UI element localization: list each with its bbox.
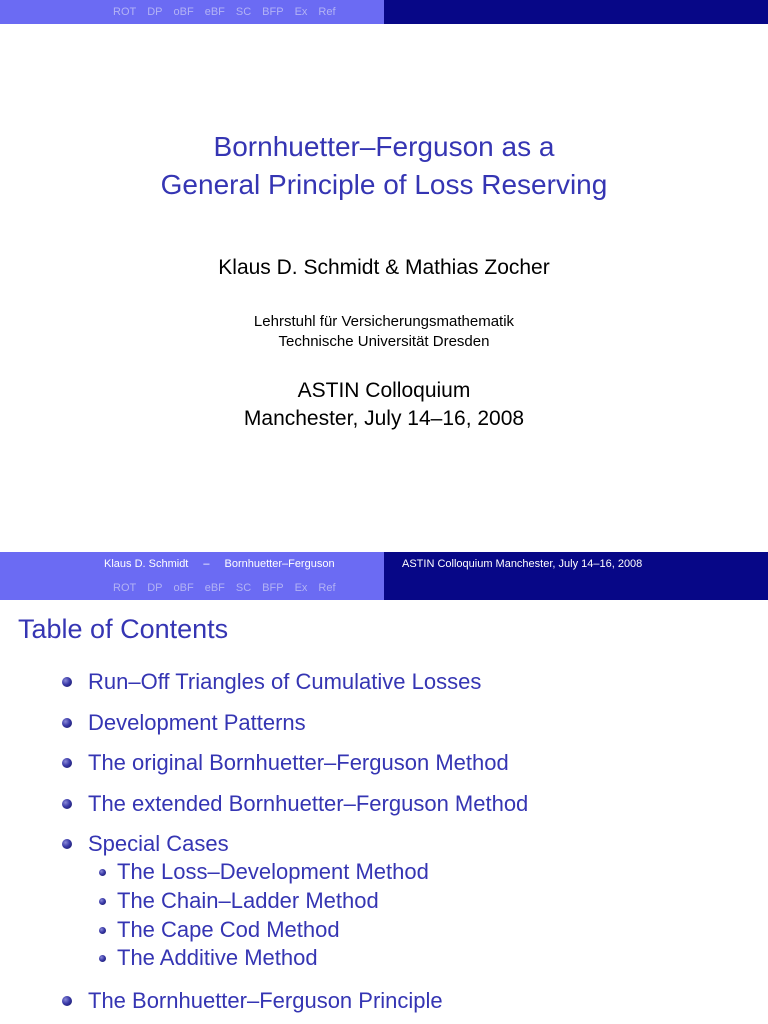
toc-subitem-additive[interactable]	[88, 944, 528, 973]
sub-bullet-icon	[99, 927, 106, 934]
event	[0, 377, 768, 433]
toc-slide	[0, 552, 768, 1024]
toc-item-label: The original Bornhuetter–Ferguson Method	[88, 750, 509, 776]
toc-item-run-off-triangles[interactable]	[62, 668, 528, 696]
toc-item-bf-principle[interactable]	[62, 987, 528, 1015]
nav-link-bfp[interactable]: BFP	[262, 5, 284, 18]
nav-link-sc[interactable]: SC	[235, 581, 252, 594]
nav-link-dp[interactable]: DP	[147, 5, 163, 18]
nav-bar-dark	[384, 0, 768, 24]
bullet-icon	[62, 718, 72, 728]
event-name: ASTIN Colloquium	[297, 379, 471, 402]
toc-subitem-label: The Cape Cod Method	[117, 916, 340, 942]
nav-link-dp[interactable]: DP	[147, 581, 163, 594]
toc-item-development-patterns[interactable]	[62, 709, 528, 737]
footer-event: ASTIN Colloquium Manchester, July 14–16, 2008	[402, 558, 643, 570]
nav-link-sc[interactable]: SC	[235, 5, 252, 18]
toc-subitem-label: The Additive Method	[117, 945, 318, 971]
section-nav-links	[0, 0, 384, 24]
toc-subitem-cape-cod[interactable]	[88, 916, 528, 945]
footer-author-title	[104, 552, 335, 576]
nav-link-obf[interactable]: oBF	[173, 581, 194, 594]
footer-separator: –	[203, 558, 210, 570]
toc-item-original-bf-method[interactable]	[62, 749, 528, 777]
toc-item-label: Run–Off Triangles of Cumulative Losses	[88, 669, 482, 694]
toc-sublist	[88, 858, 528, 973]
footer-author: Klaus D. Schmidt	[104, 558, 189, 570]
toc-subitem-label: The Chain–Ladder Method	[117, 888, 379, 914]
institute-line-2: Technische Universität Dresden	[278, 333, 490, 350]
nav-bar-light	[0, 552, 384, 600]
toc-item-extended-bf-method[interactable]	[62, 790, 528, 818]
footer-and-navigation-bar	[0, 552, 768, 600]
toc-list	[62, 668, 528, 1024]
bullet-icon	[62, 758, 72, 768]
authors: Klaus D. Schmidt & Mathias Zocher	[218, 256, 550, 279]
nav-link-rot[interactable]: ROT	[113, 581, 137, 594]
bullet-icon	[62, 677, 72, 687]
footer-short-title: Bornhuetter–Ferguson	[224, 558, 335, 570]
toc-item-label: Special Cases	[88, 831, 229, 857]
nav-link-rot[interactable]: ROT	[113, 5, 137, 18]
toc-item-special-cases[interactable]	[62, 830, 528, 973]
institute	[0, 312, 768, 352]
sub-bullet-icon	[99, 955, 106, 962]
nav-link-ex[interactable]: Ex	[294, 5, 308, 18]
nav-bar-light	[0, 0, 384, 24]
nav-link-ref[interactable]: Ref	[318, 5, 336, 18]
nav-link-bfp[interactable]: BFP	[262, 581, 284, 594]
toc-subitem-loss-development[interactable]	[88, 858, 528, 887]
nav-link-ref[interactable]: Ref	[318, 581, 336, 594]
toc-title: Table of Contents	[18, 614, 229, 644]
presentation-title	[0, 128, 768, 204]
bullet-icon	[62, 839, 72, 849]
institute-line-1: Lehrstuhl für Versicherungsmathematik	[253, 313, 515, 330]
nav-link-ebf[interactable]: eBF	[204, 581, 225, 594]
nav-bar-dark	[384, 552, 768, 600]
bullet-icon	[62, 996, 72, 1006]
section-nav-links	[0, 576, 347, 600]
sub-bullet-icon	[99, 869, 106, 876]
top-navigation-bar	[0, 0, 768, 24]
bullet-icon	[62, 799, 72, 809]
toc-item-label: Development Patterns	[88, 709, 306, 735]
event-place-date: Manchester, July 14–16, 2008	[243, 407, 525, 430]
nav-link-ebf[interactable]: eBF	[204, 5, 225, 18]
title-line-1: Bornhuetter–Ferguson as a	[213, 131, 555, 162]
toc-subitem-label: The Loss–Development Method	[117, 859, 429, 885]
nav-link-ex[interactable]: Ex	[294, 581, 308, 594]
toc-item-label: The Bornhuetter–Ferguson Principle	[88, 988, 443, 1014]
sub-bullet-icon	[99, 898, 106, 905]
toc-item-label: The extended Bornhuetter–Ferguson Method	[88, 790, 529, 816]
toc-subitem-chain-ladder[interactable]	[88, 887, 528, 916]
nav-link-obf[interactable]: oBF	[173, 5, 194, 18]
title-line-2: General Principle of Loss Reserving	[160, 169, 608, 200]
